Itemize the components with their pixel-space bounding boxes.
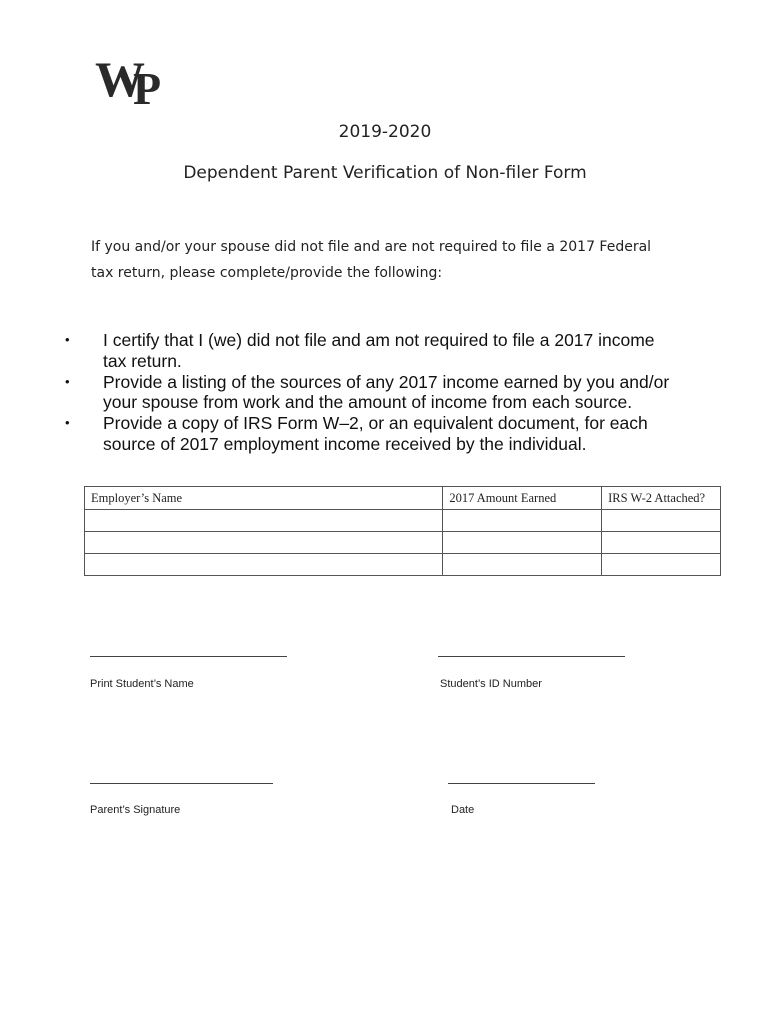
amount-earned-cell[interactable]: [443, 554, 602, 576]
list-item: [65, 372, 705, 414]
w2-attached-cell[interactable]: [602, 510, 721, 532]
list-item-line: • Provide a copy of IRS Form W–2, or an equivalent document, for each: [103, 413, 648, 434]
table-row: [85, 554, 721, 576]
intro-line: If you and/or your spouse did not file and are not required to file a 2017 Federal: [91, 239, 652, 255]
list-item-line: • I certify that I (we) did not file and am not required to file a 2017 income: [103, 330, 655, 350]
wp-logo: [95, 50, 185, 114]
list-item: [65, 413, 705, 455]
student-id-label: Student’s ID Number: [440, 678, 542, 690]
student-name-label: Print Student’s Name: [90, 678, 194, 690]
amount-earned-cell[interactable]: [443, 510, 602, 532]
list-item-line: source of 2017 employment income received by the individual.: [103, 433, 587, 454]
intro-line: tax return, please complete/provide the following:: [91, 265, 443, 281]
income-table: [84, 486, 721, 576]
list-item-line: your spouse from work and the amount of income from each source.: [103, 392, 633, 413]
employer-name-cell[interactable]: [85, 554, 443, 576]
intro-paragraph: [91, 234, 691, 286]
column-header-amount: 2017 Amount Earned: [443, 487, 602, 510]
student-name-line[interactable]: [90, 656, 287, 657]
w2-attached-cell[interactable]: [602, 554, 721, 576]
date-line[interactable]: [448, 783, 595, 784]
parent-signature-line[interactable]: [90, 783, 273, 784]
column-header-w2: IRS W-2 Attached?: [602, 487, 721, 510]
student-id-line[interactable]: [438, 656, 625, 657]
date-label: Date: [451, 804, 475, 816]
list-item: [65, 330, 705, 372]
form-year: 2019-2020: [338, 122, 432, 142]
w2-attached-cell[interactable]: [602, 532, 721, 554]
requirements-list: [65, 330, 705, 455]
amount-earned-cell[interactable]: [443, 532, 602, 554]
logo-letter-p: P: [133, 63, 162, 114]
employer-name-cell[interactable]: [85, 510, 443, 532]
employer-name-cell[interactable]: [85, 532, 443, 554]
list-item-line: tax return.: [103, 350, 182, 371]
table-header-row: [85, 487, 721, 510]
form-title: Dependent Parent Verification of Non-filer Form: [183, 163, 587, 183]
parent-signature-label: Parent’s Signature: [90, 804, 181, 816]
logo-letter-w: W: [95, 51, 141, 107]
table-row: [85, 532, 721, 554]
table-row: [85, 510, 721, 532]
column-header-employer: Employer’s Name: [85, 487, 443, 510]
list-item-line: • Provide a listing of the sources of any 2017 income earned by you and/or: [103, 371, 670, 392]
